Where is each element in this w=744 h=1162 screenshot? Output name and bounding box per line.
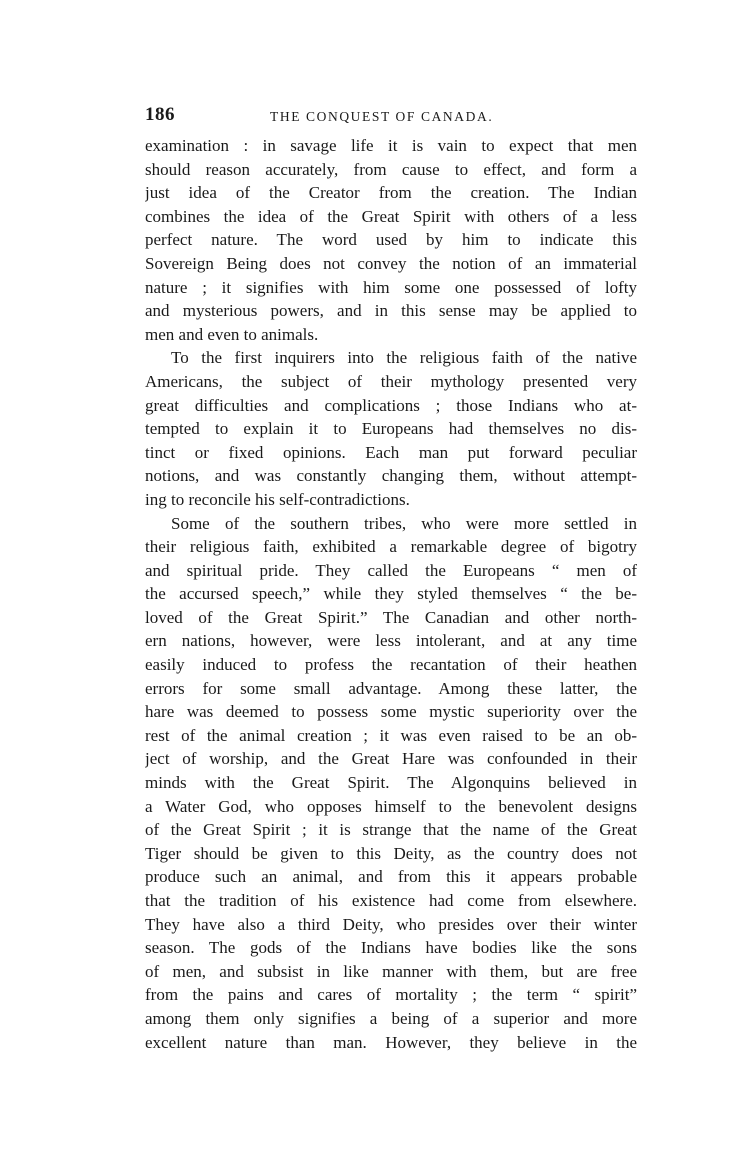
- text-line: rest of the animal creation ; it was even raised to be an ob-: [145, 725, 637, 745]
- text-line: that the tradition of his existence had come from elsewhere.: [145, 891, 637, 910]
- body-text: [145, 134, 637, 1054]
- text-line: Americans, the subject of their mythology presented very: [145, 371, 637, 391]
- text-line: ject of worship, and the Great Hare was confounded in their: [145, 749, 637, 769]
- text-line: tempted to explain it to Europeans had themselves no dis-: [145, 419, 637, 439]
- text-line: great difficulties and complications ; those Indians who at-: [145, 395, 637, 415]
- text-line: hare was deemed to possess some mystic superiority over the: [145, 702, 637, 722]
- text-line: men and even to animals.: [145, 324, 319, 344]
- text-line: the accursed speech,” while they styled themselves “ the be-: [145, 584, 637, 604]
- text-line: examination : in savage life it is vain to expect that men: [145, 136, 637, 155]
- text-line: combines the idea of the Great Spirit with others of a less: [145, 206, 637, 226]
- text-line: just idea of the Creator from the creation. The Indian: [145, 183, 637, 203]
- text-line: minds with the Great Spirit. The Algonquins believed in: [145, 773, 637, 793]
- text-line: Sovereign Being does not convey the notion of an immaterial: [145, 253, 637, 273]
- text-line: nature ; it signifies with him some one possessed of lofty: [145, 277, 637, 297]
- text-line: tinct or fixed opinions. Each man put forward peculiar: [145, 442, 637, 462]
- text-line: season. The gods of the Indians have bodies like the sons: [145, 938, 637, 958]
- text-line: Tiger should be given to this Deity, as the country does not: [145, 843, 637, 863]
- text-line: excellent nature than man. However, they believe in the: [145, 1032, 637, 1052]
- text-line: easily induced to profess the recantation of their heathen: [145, 655, 637, 675]
- text-line: They have also a third Deity, who presides over their winter: [145, 914, 637, 934]
- text-line: errors for some small advantage. Among these latter, the: [145, 678, 637, 698]
- book-page: [145, 104, 637, 1054]
- page-number: 186: [145, 104, 175, 125]
- text-line: To the first inquirers into the religious faith of the native: [171, 348, 637, 368]
- text-line: ing to reconcile his self-contradictions.: [145, 489, 410, 509]
- text-line: and mysterious powers, and in this sense may be applied to: [145, 301, 637, 321]
- text-line: perfect nature. The word used by him to indicate this: [145, 230, 637, 250]
- text-line: produce such an animal, and from this it appears probable: [145, 867, 637, 887]
- page-header: [145, 104, 637, 134]
- running-title: THE CONQUEST OF CANADA.: [270, 109, 494, 124]
- text-line: loved of the Great Spirit.” The Canadian and other north-: [145, 607, 637, 627]
- text-line: a Water God, who opposes himself to the benevolent designs: [145, 796, 637, 816]
- text-line: of men, and subsist in like manner with them, but are free: [145, 961, 637, 981]
- text-line: of the Great Spirit ; it is strange that the name of the Great: [145, 820, 637, 840]
- text-line: Some of the southern tribes, who were more settled in: [171, 513, 637, 533]
- text-line: among them only signifies a being of a superior and more: [145, 1008, 637, 1028]
- text-line: should reason accurately, from cause to effect, and form a: [145, 159, 637, 179]
- text-line: their religious faith, exhibited a remarkable degree of bigotry: [145, 537, 637, 557]
- text-line: and spiritual pride. They called the Europeans “ men of: [145, 560, 637, 580]
- text-line: notions, and was constantly changing them, without attempt-: [145, 466, 637, 486]
- text-line: ern nations, however, were less intolerant, and at any time: [145, 631, 637, 651]
- text-line: from the pains and cares of mortality ; the term “ spirit”: [145, 985, 637, 1005]
